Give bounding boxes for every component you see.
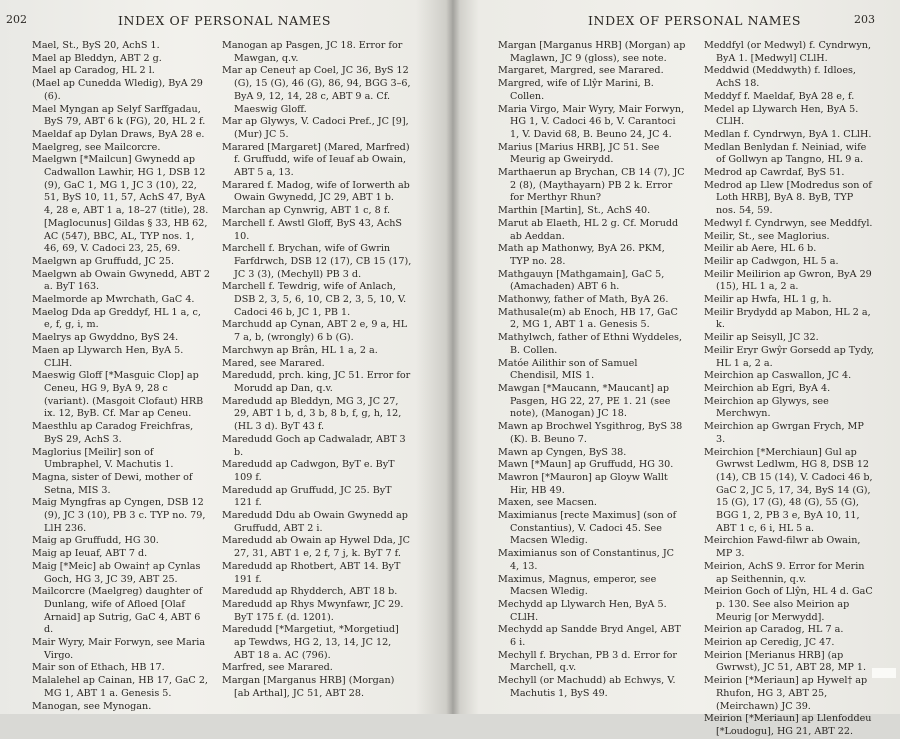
index-entry: Maredudd, prch. king, JC 51. Error for Morudd ap Dan, q.v. bbox=[222, 370, 411, 394]
index-entry: Mawron [*Mauron] ap Gloyw Wallt Hir, HB 49. bbox=[498, 471, 668, 496]
index-entry: Margan [Marganus HRB] (Morgan) [ab Arthal], JC 51, ABT 28. bbox=[222, 675, 395, 699]
index-entry: Meddfyl (or Medwyl) f. Cyndrwyn, ByA 1. [Medwyl] CLlH. bbox=[704, 40, 871, 64]
index-entry: Mechydd ap Sandde Bryd Angel, ABT 6 i. bbox=[498, 624, 681, 649]
index-entry: Meddyf f. Maeldaf, ByA 28 e, f. bbox=[704, 90, 855, 102]
index-column bbox=[32, 40, 212, 713]
index-entry: Mar ap Ceneu† ap Coel, JC 36, ByS 12 (G), 15 (G), 46 (G), 86, 94, BGG 3–6, ByA 9, 12, 14, 28 c, ABT 9 a. Cf. Maeswig Gloff. bbox=[222, 65, 411, 115]
index-entry: Marchell f. Awstl Gloff, ByS 43, AchS 10. bbox=[222, 217, 402, 242]
index-entry: Mawn [*Maun] ap Gruffudd, HG 30. bbox=[498, 459, 674, 471]
index-entry: Mathusale(m) ab Enoch, HB 17, GaC 2, MG 1, ABT 1 a. Genesis 5. bbox=[498, 306, 678, 331]
index-entry: Margaret, Margred, see Marared. bbox=[498, 65, 664, 77]
index-entry: Meilir, St., see Maglorius. bbox=[704, 230, 830, 242]
index-entry: Mair Wyry, Mair Forwyn, see Maria Virgo. bbox=[32, 637, 206, 661]
running-header: INDEX OF PERSONAL NAMES bbox=[118, 13, 332, 28]
index-entry: Manogan, see Mynogan. bbox=[32, 700, 152, 712]
index-entry: Maeldaf ap Dylan Draws, ByA 28 e. bbox=[32, 128, 205, 140]
index-entry: Medwyl f. Cyndrwyn, see Meddfyl. bbox=[704, 217, 873, 229]
index-entry: Marchell f. Tewdrig, wife of Anlach, DSB 2, 3, 5, 6, 10, CB 2, 3, 5, 10, V. Cadoci 46 b, JC 1, PB 1. bbox=[222, 281, 407, 318]
index-entry: Meirchion ab Egri, ByA 4. bbox=[704, 382, 831, 394]
index-entry: Meirchion ap Gwrgan Frych, MP 3. bbox=[704, 421, 864, 445]
index-entry: Maeswig Gloff [*Masguic Clop] ap Ceneu, HG 9, ByA 9, 28 c (variant). (Masgoit Clofaut) HRB ix. 12, ByB. Cf. Mar ap Ceneu. bbox=[32, 370, 204, 420]
index-entry: Maximus, Magnus, emperor, see Macsen Wledig. bbox=[498, 573, 657, 598]
index-entry: Maelgwn ab Owain Gwynedd, ABT 2 a. ByT 163. bbox=[32, 268, 210, 293]
index-entry: Meilir ap Seisyll, JC 32. bbox=[704, 332, 819, 344]
index-entry: Manogan ap Pasgen, JC 18. Error for Mawgan, q.v. bbox=[222, 40, 403, 64]
index-entry: Meirion ap Ceredig, JC 47. bbox=[704, 637, 835, 649]
index-entry: Maelog Dda ap Greddyf, HL 1 a, c, e, f, g, i, m. bbox=[32, 306, 201, 331]
index-entry: Maredudd ap Rhotbert, ABT 14. ByT 191 f. bbox=[222, 560, 401, 585]
index-entry: Maredudd ap Cadwgon, ByT e. ByT 109 f. bbox=[222, 459, 395, 483]
index-entry: Meilir ab Aere, HL 6 b. bbox=[704, 243, 817, 255]
index-entry: Maredudd Ddu ab Owain Gwynedd ap Gruffudd, ABT 2 i. bbox=[222, 510, 408, 534]
index-entry: Medel ap Llywarch Hen, ByA 5. CLlH. bbox=[704, 103, 859, 128]
left-page bbox=[0, 0, 452, 714]
index-entry: Mael ap Caradog, HL 2 l. bbox=[32, 65, 155, 77]
index-entry: Marchell f. Brychan, wife of Gwrin Farfdrwch, DSB 12 (17), CB 15 (17), JC 3 (3), (Mechyll) PB 3 d. bbox=[222, 243, 412, 280]
index-entry: Maig Myngfras ap Cyngen, DSB 12 (9), JC 3 (10), PB 3 c. TYP no. 79, LlH 236. bbox=[32, 497, 206, 534]
index-entry: Margan [Marganus HRB] (Morgan) ap Maglawn, JC 9 (gloss), see note. bbox=[498, 40, 686, 64]
index-entry: Maelrys ap Gwyddno, ByS 24. bbox=[32, 332, 179, 344]
index-entry: Mechyll f. Brychan, PB 3 d. Error for Marchell, q.v. bbox=[498, 649, 678, 674]
right-page bbox=[452, 0, 900, 737]
index-entry: Maen ap Llywarch Hen, ByA 5. CLlH. bbox=[32, 344, 184, 369]
index-entry: Meirchion Fawd-filwr ab Owain, MP 3. bbox=[704, 535, 861, 560]
index-entry: Maredudd ap Rhys Mwynfawr, JC 29. ByT 175 f. (d. 1201). bbox=[222, 598, 404, 623]
index-entry: Meirion Goch of Llŷn, HL 4 d. GaC p. 130. See also Meirion ap Meurig [or Merwydd]. bbox=[704, 586, 873, 623]
index-entry: Matóe Ailithir son of Samuel Chendisil, MIS 1. bbox=[498, 357, 638, 382]
index-entry: Maredudd Goch ap Cadwaladr, ABT 3 b. bbox=[222, 433, 406, 458]
index-entry: Mawn ap Cyngen, ByS 38. bbox=[498, 446, 627, 458]
index-entry: Maelgwn [*Mailcun] Gwynedd ap Cadwallon Lawhir, HG 1, DSB 12 (9), GaC 1, MG 1, JC 3 (10), 22, 51, ByS 10, 11, 57, AchS 47, ByA 4, 28 e, ABT 1 a, 18–27 (title), 28. [Maglocunus] Gildas § 33, HB 62, AC (547), BBC, AL, TYP nos. 1, 46, 69, V. Cadoci 23, 25, 69. bbox=[32, 154, 209, 255]
index-entry: Meirion [*Meriaun] ap Llenfoddeu [*Loudogu], HG 21, ABT 22. bbox=[704, 713, 872, 737]
index-entry: Marared [Margaret] (Mared, Marfred) f. Gruffudd, wife of Ieuaf ab Owain, ABT 5 a, 13. bbox=[222, 141, 410, 179]
index-entry: Mael, St., ByS 20, AchS 1. bbox=[32, 40, 160, 51]
page-number: 202 bbox=[6, 13, 27, 26]
index-entry: Maredudd ab Owain ap Hywel Dda, JC 27, 31, ABT 1 e, 2 f, 7 j, k. ByT 7 f. bbox=[222, 535, 411, 560]
index-entry: Mathgauyn [Mathgamain], GaC 5, (Amachaden) ABT 6 h. bbox=[498, 268, 665, 293]
index-entry: Meirion ap Caradog, HL 7 a. bbox=[704, 624, 844, 636]
index-entry: Marchwyn ap Brân, HL 1 a, 2 a. bbox=[222, 344, 378, 356]
index-entry: Maelgwn ap Gruffudd, JC 25. bbox=[32, 255, 175, 267]
index-entry: Maredudd [*Margetiut, *Morgetiud] ap Tewdws, HG 2, 13, 14, JC 12, ABT 18 a. AC (796). bbox=[222, 624, 399, 661]
index-entry: Marthaerun ap Brychan, CB 14 (7), JC 2 (8), (Maythayarn) PB 2 k. Error for Merthyr Rhun? bbox=[498, 167, 685, 204]
index-entry: Meddwid (Meddwyth) f. Idloes, AchS 18. bbox=[704, 65, 856, 90]
index-entry: Marut ab Elaeth, HL 2 g. Cf. Morudd ab Aeddan. bbox=[498, 217, 679, 242]
index-entry: Meirchion [*Merchiaun] Gul ap Gwrwst Ledlwm, HG 8, DSB 12 (14), CB 15 (14), V. Cadoci 46 b, GaC 2, JC 5, 17, 34, ByS 14 (G), 15 (G), 17 (G), 48 (G), 55 (G), BGG 1, 2, PB 3 e, ByA 10, 11, ABT 1 c, 6 i, HL 5 a. bbox=[704, 446, 873, 534]
index-entry: Maxen, see Macsen. bbox=[498, 497, 597, 509]
index-entry: Marfred, see Marared. bbox=[222, 662, 333, 674]
index-entry: Marared f. Madog, wife of Iorwerth ab Owain Gwynedd, JC 29, ABT 1 b. bbox=[222, 179, 410, 204]
index-entry: Maig ap Ieuaf, ABT 7 d. bbox=[32, 548, 148, 560]
index-entry: Maig ap Gruffudd, HG 30. bbox=[32, 535, 159, 547]
index-entry: Mechydd ap Llywarch Hen, ByA 5. CLlH. bbox=[498, 598, 667, 623]
index-entry: Mael Myngan ap Selyf Sarffgadau, ByS 79, ABT 6 k (FG), 20, HL 2 f. bbox=[32, 103, 206, 128]
index-entry: Marchudd ap Cynan, ABT 2 e, 9 a, HL 7 a, b, (wrongly) 6 b (G). bbox=[222, 319, 408, 344]
index-entry: Maig [*Meic] ab Owain† ap Cynlas Goch, HG 3, JC 39, ABT 25. bbox=[32, 560, 201, 585]
index-entry: Medrod ap Cawrdaf, ByS 51. bbox=[704, 167, 845, 179]
index-entry: Meirchion ap Caswallon, JC 4. bbox=[704, 370, 852, 382]
index-entry: Maredudd ap Gruffudd, JC 25. ByT 121 f. bbox=[222, 484, 392, 509]
index-entry: Mawn ap Brochwel Ysgithrog, ByS 38 (K). B. Beuno 7. bbox=[498, 421, 683, 445]
index-entry: Maesthlu ap Caradog Freichfras, ByS 29, AchS 3. bbox=[32, 421, 194, 445]
index-entry: Mechyll (or Machudd) ab Echwys, V. Machutis 1, ByS 49. bbox=[498, 675, 676, 699]
index-entry: Meilir Brydydd ap Mabon, HL 2 a, k. bbox=[704, 306, 871, 331]
book-gutter bbox=[446, 0, 460, 714]
index-entry: Meilir Eryr Gwŷr Gorsedd ap Tydy, HL 1 a, 2 a. bbox=[704, 344, 874, 369]
index-entry: (Mael ap Cunedda Wledig), ByA 29 (6). bbox=[32, 78, 203, 102]
index-entry: Medlan f. Cyndrwyn, ByA 1. CLlH. bbox=[704, 128, 872, 140]
index-entry: Meilir ap Hwfa, HL 1 g, h. bbox=[704, 294, 832, 306]
index-entry: Mared, see Marared. bbox=[222, 357, 325, 369]
index-entry: Maredudd ap Rhydderch, ABT 18 b. bbox=[222, 586, 398, 598]
paper-tab bbox=[872, 668, 896, 678]
index-entry: Mailcorcre (Maelgreg) daughter of Dunlang, wife of Afloed [Olaf Arnaid] ap Sutrig, GaC 4, ABT 6 d. bbox=[32, 586, 203, 636]
index-entry: Marthin [Martin], St., AchS 40. bbox=[498, 205, 651, 217]
index-entry: Mael ap Bleddyn, ABT 2 g. bbox=[32, 52, 162, 64]
index-entry: Mair son of Ethach, HB 17. bbox=[32, 662, 165, 674]
index-entry: Medrod ap Llew [Modredus son of Loth HRB], ByA 8. ByB, TYP nos. 54, 59. bbox=[704, 179, 872, 217]
index-entry: Malalehel ap Cainan, HB 17, GaC 2, MG 1, ABT 1 a. Genesis 5. bbox=[32, 675, 208, 699]
index-entry: Maglorius [Meilir] son of Umbraphel, V. Machutis 1. bbox=[32, 446, 174, 471]
index-entry: Meilir Meilirion ap Gwron, ByA 29 (15), HL 1 a, 2 a. bbox=[704, 268, 872, 293]
index-entry: Maelmorde ap Mwrchath, GaC 4. bbox=[32, 294, 195, 306]
index-entry: Meirion [Merianus HRB] (ap Gwrwst), JC 51, ABT 28, MP 1. bbox=[704, 649, 867, 674]
index-entry: Meirchion ap Glywys, see Merchwyn. bbox=[704, 395, 829, 420]
index-entry: Maelgreg, see Mailcorcre. bbox=[32, 141, 161, 153]
index-entry: Marchan ap Cynwrig, ABT 1 c, 8 f. bbox=[222, 205, 391, 217]
index-entry: Mawgan [*Maucann, *Maucant] ap Pasgen, HG 22, 27, PE 1. 21 (see note), (Manogan) JC 18. bbox=[498, 382, 671, 420]
page-number: 203 bbox=[854, 13, 875, 26]
index-entry: Mathonwy, father of Math, ByA 26. bbox=[498, 294, 669, 306]
index-entry: Marius [Marius HRB], JC 51. See Meurig ap Gweirydd. bbox=[498, 141, 660, 166]
index-entry: Maredudd ap Bleddyn, MG 3, JC 27, 29, ABT 1 b, d, 3 b, 8 b, f, g, h, 12, (HL 3 d). ByT 43 f. bbox=[222, 395, 402, 433]
index-column bbox=[498, 40, 686, 701]
index-entry: Medlan Benlydan f. Neiniad, wife of Gollwyn ap Tangno, HL 9 a. bbox=[704, 141, 867, 166]
index-entry: Maximianus [recte Maximus] (son of Constantius), V. Cadoci 45. See Macsen Wledig. bbox=[498, 510, 677, 547]
index-entry: Margred, wife of Llŷr Marini, B. Collen. bbox=[498, 78, 654, 102]
index-entry: Maximianus son of Constantinus, JC 4, 13. bbox=[498, 548, 675, 572]
index-entry: Math ap Mathonwy, ByA 26. PKM, TYP no. 28. bbox=[498, 243, 665, 267]
index-entry: Maria Virgo, Mair Wyry, Mair Forwyn, HG 1, V. Cadoci 46 b, V. Carantoci 1, V. David 68, B. Beuno 24, JC 4. bbox=[498, 103, 685, 140]
index-column bbox=[222, 40, 412, 701]
running-header: INDEX OF PERSONAL NAMES bbox=[588, 13, 802, 28]
index-entry: Mathylwch, father of Ethni Wyddeles, B. Collen. bbox=[498, 332, 683, 356]
index-entry: Meilir ap Cadwgon, HL 5 a. bbox=[704, 255, 839, 267]
index-entry: Mar ap Glywys, V. Cadoci Pref., JC [9], (Mur) JC 5. bbox=[222, 116, 409, 140]
index-entry: Magna, sister of Dewi, mother of Setna, MIS 3. bbox=[32, 471, 193, 496]
index-entry: Meirion, AchS 9. Error for Merin ap Seithennin, q.v. bbox=[704, 560, 865, 585]
index-entry: Meirion [*Meriaun] ap Hywel† ap Rhufon, HG 3, ABT 25, (Meirchawn) JC 39. bbox=[704, 675, 868, 712]
index-column bbox=[704, 40, 874, 739]
